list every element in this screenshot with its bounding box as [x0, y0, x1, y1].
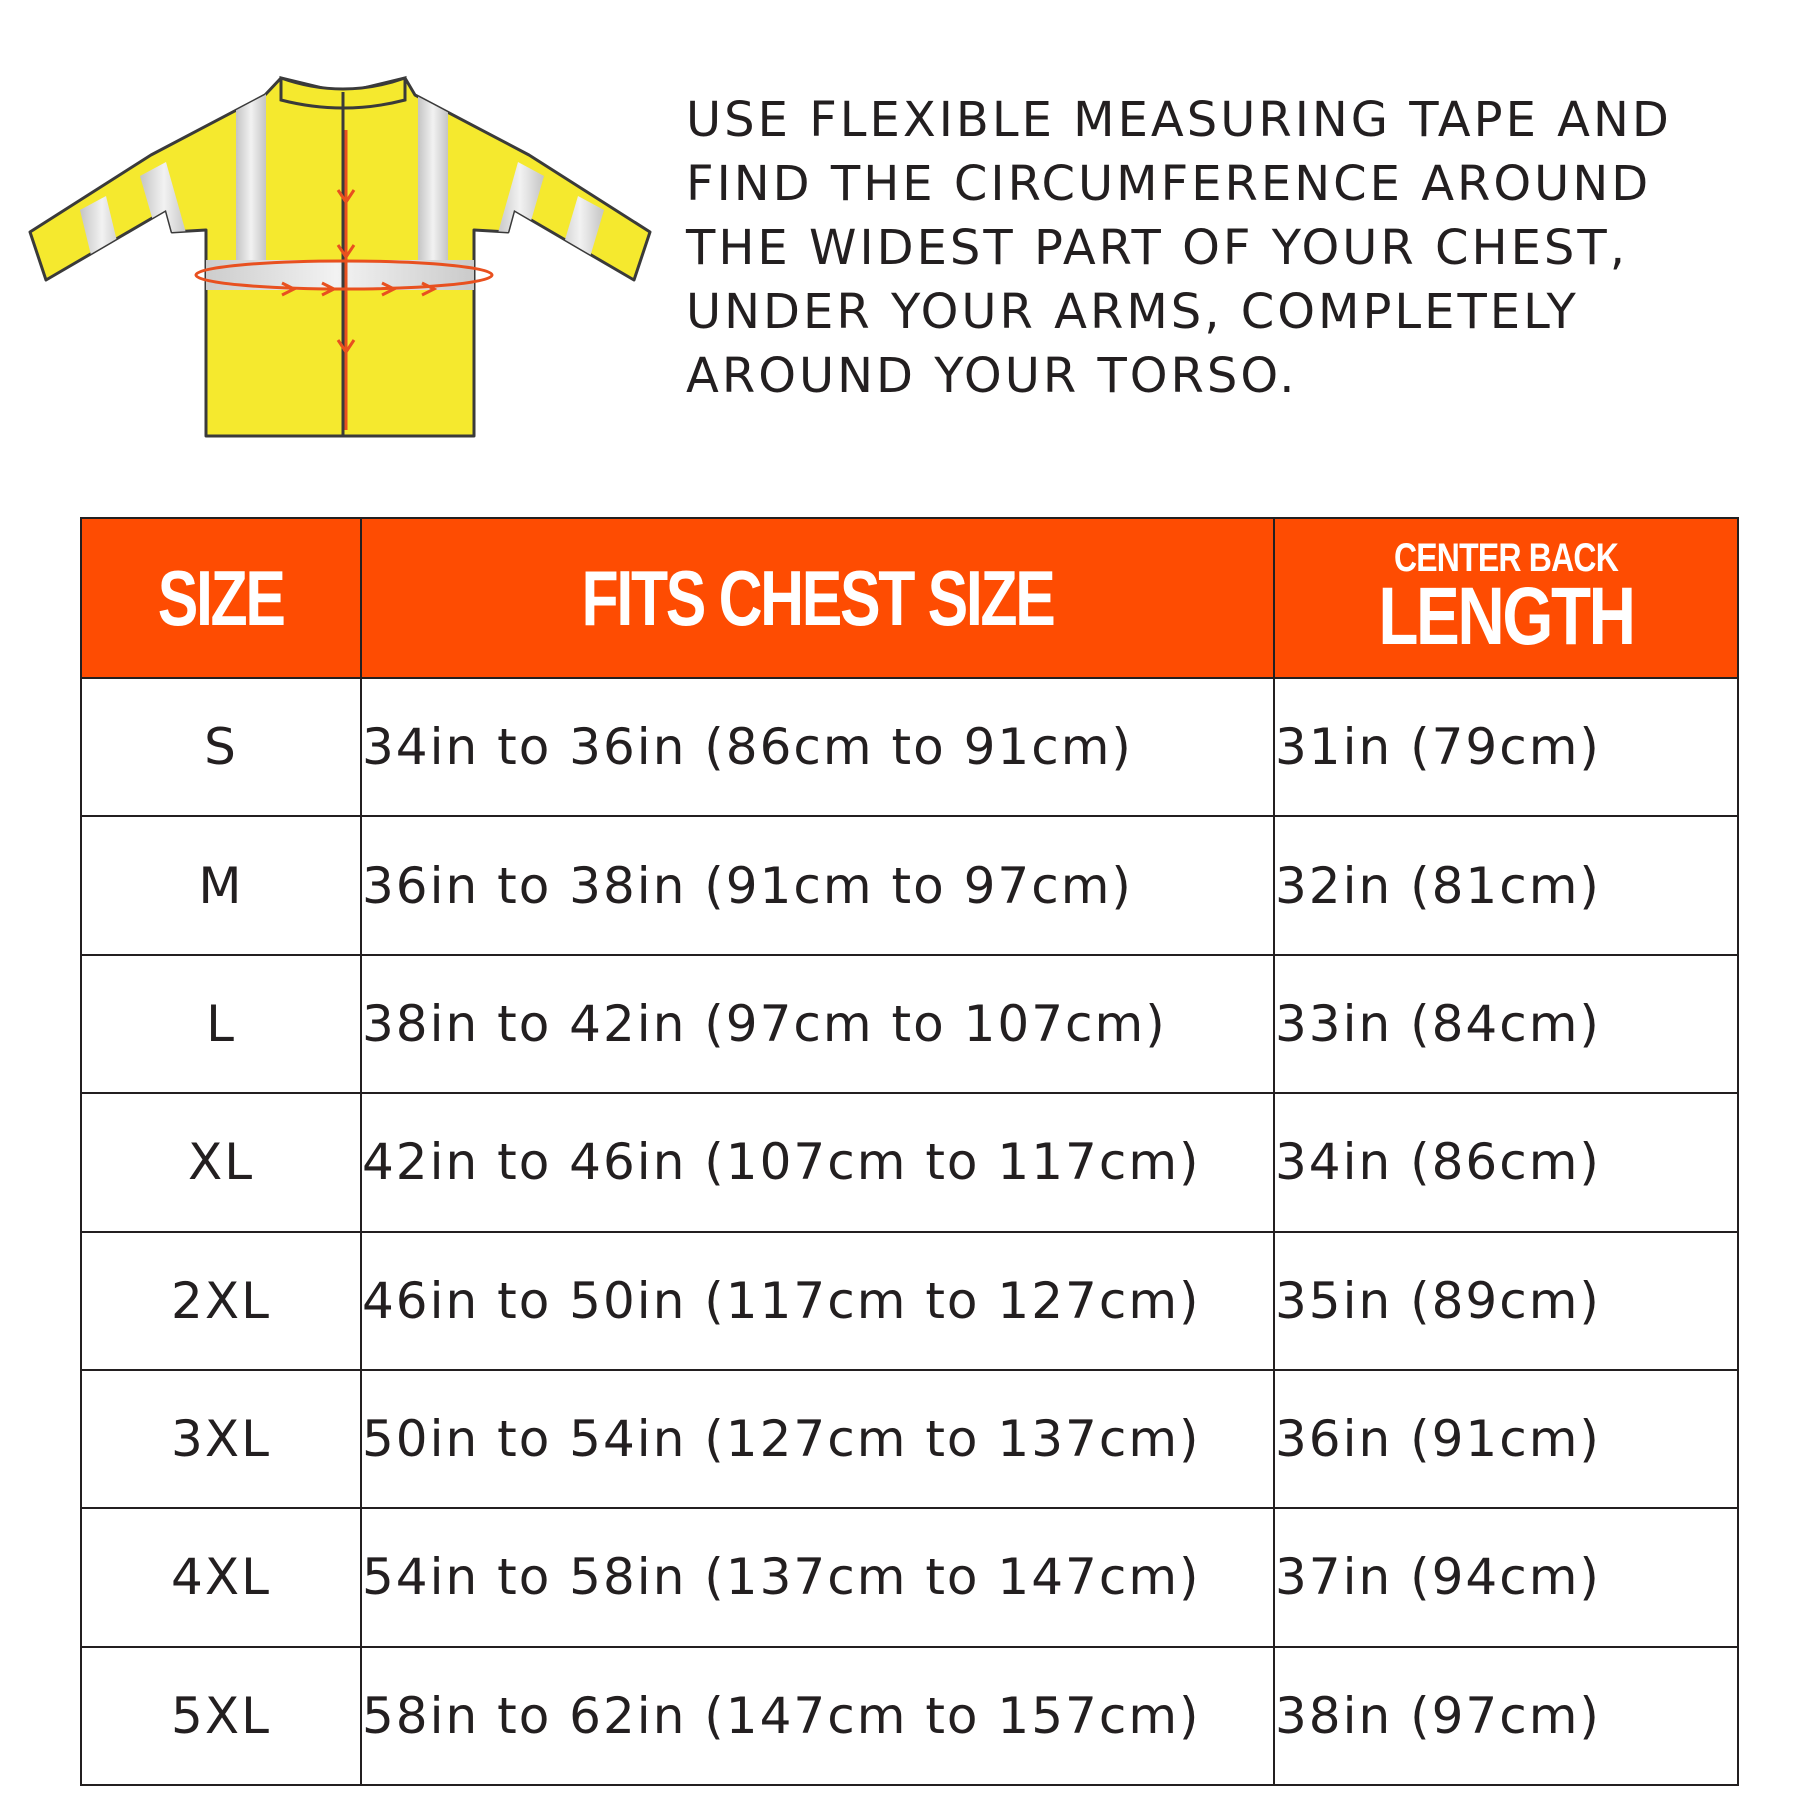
measuring-instructions: USE FLEXIBLE MEASURING TAPE AND FIND THE CIRCUMFERENCE AROUND THE WIDEST PART OF YOUR CHEST, UNDER YOUR ARMS, COMPLETELY AROUND YOUR TORSO. [686, 92, 1672, 404]
back-length-cell: 33in (84cm) [1274, 955, 1738, 1093]
chest-size-cell: 36in to 38in (91cm to 97cm) [361, 816, 1274, 954]
table-header-row [81, 518, 1738, 678]
back-length-cell: 37in (94cm) [1274, 1508, 1738, 1646]
table-row [81, 816, 1738, 954]
table-row [81, 1232, 1738, 1370]
size-cell: S [81, 678, 361, 816]
size-cell: L [81, 955, 361, 1093]
back-length-cell: 36in (91cm) [1274, 1370, 1738, 1508]
chest-size-cell: 54in to 58in (137cm to 147cm) [361, 1508, 1274, 1646]
size-chart-table [80, 517, 1739, 1786]
back-length-cell: 32in (81cm) [1274, 816, 1738, 954]
table-row [81, 955, 1738, 1093]
table-row [81, 1508, 1738, 1646]
size-cell: 3XL [81, 1370, 361, 1508]
table-row [81, 1093, 1738, 1231]
header-center-back-length [1274, 518, 1738, 678]
header-size-label: SIZE [158, 554, 284, 642]
header-chest-label: FITS CHEST SIZE [581, 554, 1054, 642]
hi-vis-jacket-illustration [26, 70, 676, 450]
table-row [81, 1370, 1738, 1508]
back-length-cell: 35in (89cm) [1274, 1232, 1738, 1370]
header-length-bottom-label: LENGTH [1378, 571, 1634, 662]
chest-size-cell: 46in to 50in (117cm to 127cm) [361, 1232, 1274, 1370]
size-cell: 4XL [81, 1508, 361, 1646]
back-length-cell: 38in (97cm) [1274, 1647, 1738, 1785]
back-length-cell: 34in (86cm) [1274, 1093, 1738, 1231]
chest-size-cell: 50in to 54in (127cm to 137cm) [361, 1370, 1274, 1508]
chest-size-cell: 58in to 62in (147cm to 157cm) [361, 1647, 1274, 1785]
header-length-top-label: CENTER BACK [1393, 536, 1619, 580]
size-cell: XL [81, 1093, 361, 1231]
chest-size-cell: 34in to 36in (86cm to 91cm) [361, 678, 1274, 816]
table-row [81, 1647, 1738, 1785]
size-cell: 2XL [81, 1232, 361, 1370]
size-cell: M [81, 816, 361, 954]
chest-size-cell: 38in to 42in (97cm to 107cm) [361, 955, 1274, 1093]
header-size [81, 518, 361, 678]
table-row [81, 678, 1738, 816]
chest-size-cell: 42in to 46in (107cm to 117cm) [361, 1093, 1274, 1231]
back-length-cell: 31in (79cm) [1274, 678, 1738, 816]
size-cell: 5XL [81, 1647, 361, 1785]
header-chest-size [361, 518, 1274, 678]
